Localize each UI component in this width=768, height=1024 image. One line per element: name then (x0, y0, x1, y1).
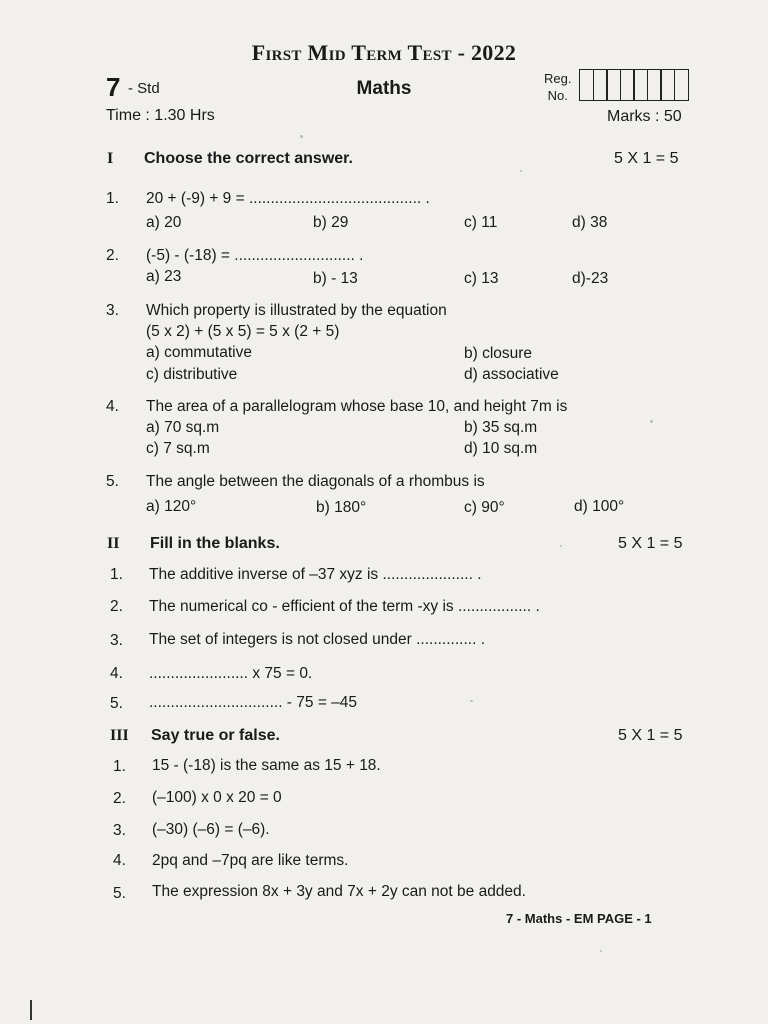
question-text: (–100) x 0 x 20 = 0 (152, 789, 282, 806)
page-footer: 7 - Maths - EM PAGE - 1 (506, 911, 652, 926)
std-number: 7 (106, 72, 121, 102)
option-c: c) 13 (464, 270, 499, 287)
section-title: Say true or false. (151, 727, 280, 744)
question-number: 4. (113, 852, 126, 869)
question-number: 5. (106, 473, 119, 490)
section-marks: 5 X 1 = 5 (614, 150, 679, 167)
option-c: c) distributive (146, 366, 238, 383)
option-d: d) 38 (572, 214, 608, 231)
option-c: c) 90° (464, 499, 505, 516)
scan-speck (470, 700, 473, 702)
scan-speck (650, 420, 653, 423)
section-number: III (110, 727, 129, 744)
question-text: The additive inverse of –37 xyz is ..................... . (149, 566, 482, 583)
option-b: b) - 13 (313, 270, 358, 287)
question-text: The area of a parallelogram whose base 10, and height 7m is (146, 398, 568, 415)
question-text: Which property is illustrated by the equation (146, 302, 447, 319)
question-number: 5. (113, 885, 126, 902)
question-text: ....................... x 75 = 0. (149, 665, 313, 682)
total-marks: Marks : 50 (607, 108, 682, 125)
question-text: (–30) (–6) = (–6). (152, 821, 270, 838)
question-number: 5. (110, 695, 123, 712)
question-text: ............................... - 75 = –45 (149, 694, 358, 711)
question-number: 3. (113, 822, 126, 839)
question-number: 2. (106, 247, 119, 264)
question-number: 1. (106, 190, 119, 207)
option-d: d)-23 (572, 270, 609, 287)
test-title: First Mid Term Test - 2022 (251, 40, 517, 65)
option-a: a) 23 (146, 268, 182, 285)
reg-box (674, 69, 689, 101)
question-text: The expression 8x + 3y and 7x + 2y can not be added. (152, 883, 526, 900)
scan-speck (300, 135, 303, 138)
reg-no-boxes (579, 69, 687, 101)
question-number: 4. (106, 398, 119, 415)
question-number: 3. (110, 632, 123, 649)
question-number: 2. (113, 790, 126, 807)
question-text: 15 - (-18) is the same as 15 + 18. (152, 757, 381, 774)
option-c: c) 11 (464, 214, 498, 231)
question-number: 1. (113, 758, 126, 775)
question-text: 20 + (-9) + 9 = ........................................ . (146, 190, 430, 207)
question-number: 1. (110, 566, 123, 583)
option-a: a) 120° (146, 498, 197, 515)
option-b: b) closure (464, 345, 533, 362)
reg-no-label: Reg. No. (544, 71, 572, 103)
question-text: The angle between the diagonals of a rhombus is (146, 473, 485, 490)
option-a: a) commutative (146, 344, 252, 361)
scan-speck (600, 950, 602, 952)
question-number: 4. (110, 665, 123, 682)
section-marks: 5 X 1 = 5 (618, 727, 683, 744)
question-number: 2. (110, 598, 123, 615)
section-marks: 5 X 1 = 5 (618, 535, 683, 552)
question-text: 2pq and –7pq are like terms. (152, 852, 349, 869)
question-number: 3. (106, 302, 119, 319)
section-number: I (107, 150, 114, 167)
option-b: b) 180° (316, 499, 367, 516)
question-text: The set of integers is not closed under .............. . (149, 631, 485, 648)
scan-speck (560, 545, 562, 547)
option-d: d) 100° (574, 498, 625, 515)
margin-mark (30, 1000, 32, 1020)
option-a: a) 70 sq.m (146, 419, 220, 436)
section-title: Fill in the blanks. (150, 535, 280, 552)
option-a: a) 20 (146, 214, 182, 231)
option-b: b) 35 sq.m (464, 419, 538, 436)
question-text: (-5) - (-18) = ............................ . (146, 247, 364, 264)
option-d: d) 10 sq.m (464, 440, 538, 457)
option-c: c) 7 sq.m (146, 440, 210, 457)
question-equation: (5 x 2) + (5 x 5) = 5 x (2 + 5) (146, 323, 340, 340)
section-title: Choose the correct answer. (144, 150, 353, 167)
subject-title: Maths (356, 78, 412, 99)
option-d: d) associative (464, 366, 559, 383)
section-number: II (107, 535, 120, 552)
option-b: b) 29 (313, 214, 349, 231)
std-label: - Std (128, 80, 160, 97)
scan-speck (520, 170, 522, 172)
question-text: The numerical co - efficient of the term -xy is ................. . (149, 598, 540, 615)
time-allowed: Time : 1.30 Hrs (106, 107, 215, 124)
